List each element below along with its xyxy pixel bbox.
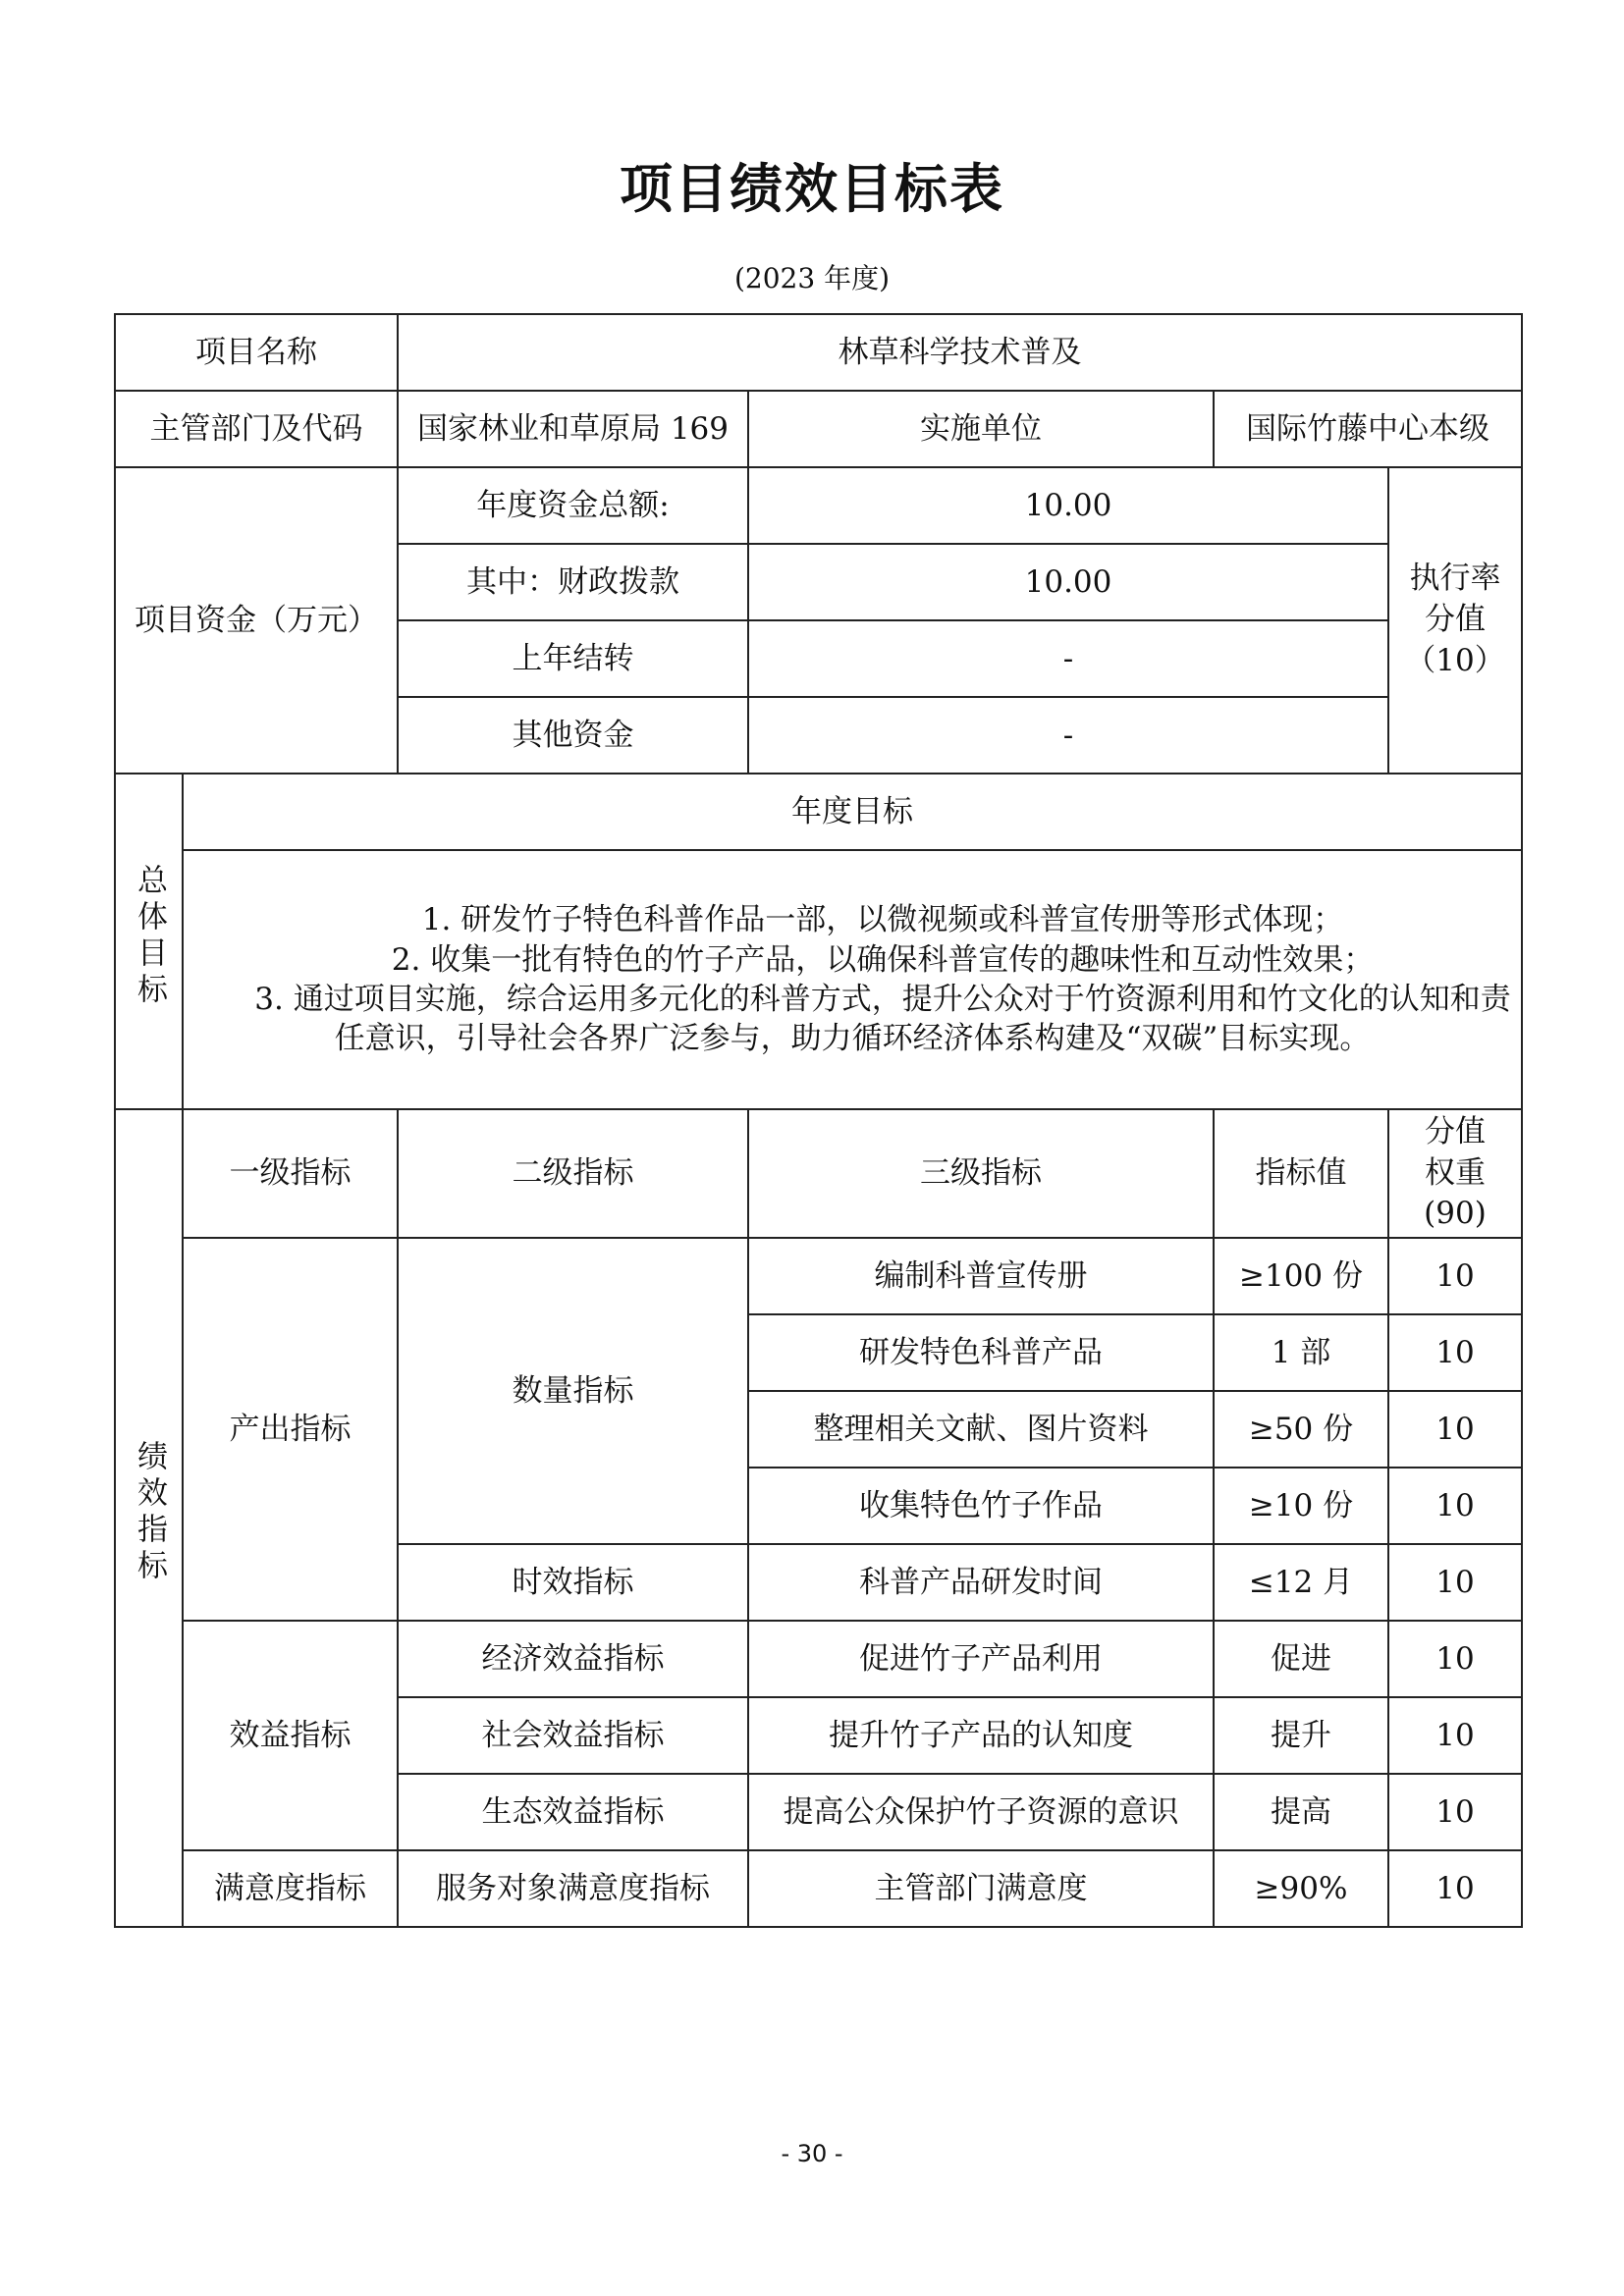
- funds-total-label: 年度资金总额:: [398, 467, 748, 544]
- indicator-value: ≥100 份: [1214, 1238, 1388, 1314]
- service-indicator-label: 服务对象满意度指标: [398, 1850, 748, 1927]
- funds-label: 项目资金（万元）: [115, 467, 398, 774]
- funds-fiscal-value: 10.00: [748, 544, 1388, 620]
- indicator-name: 编制科普宣传册: [748, 1238, 1214, 1314]
- page-title: 项目绩效目标表: [620, 158, 1004, 220]
- funds-carryover-label: 上年结转: [398, 620, 748, 697]
- dept-value: 国家林业和草原局 169: [398, 391, 748, 467]
- indicator-name: 收集特色竹子作品: [748, 1468, 1214, 1544]
- output-indicator-label: 产出指标: [183, 1238, 398, 1621]
- execution-score-value: （10）: [1405, 642, 1505, 678]
- social-indicator-label: 社会效益指标: [398, 1697, 748, 1774]
- execution-rate-label: 执行率: [1409, 561, 1501, 597]
- weight-header: [1388, 1109, 1522, 1238]
- indicator-value: 提升: [1214, 1697, 1388, 1774]
- funds-other-label: 其他资金: [398, 697, 748, 774]
- indicators-side-label: [115, 1109, 183, 1927]
- table-row: [115, 1238, 1522, 1314]
- weight-header-line: (90): [1424, 1196, 1487, 1232]
- goal-item: 2. 收集一批有特色的竹子产品，以确保科普宣传的趣味性和互动性效果；: [391, 941, 1375, 978]
- unit-value: 国际竹藤中心本级: [1214, 391, 1522, 467]
- indicator-score: 10: [1388, 1774, 1522, 1850]
- table-row: [115, 1621, 1522, 1697]
- table-row: [115, 314, 1522, 391]
- goal-item: 3. 通过项目实施，综合运用多元化的科普方式，提升公众对于竹资源利用和竹文化的认知和责任意识，引导社会各界广泛参与，助力循环经济体系构建及“双碳”目标实现。: [254, 982, 1511, 1057]
- indicator-score: 10: [1388, 1391, 1522, 1468]
- indicator-value: ≥50 份: [1214, 1391, 1388, 1468]
- indicator-value: ≥10 份: [1214, 1468, 1388, 1544]
- indicator-value: 1 部: [1214, 1314, 1388, 1391]
- level3-header: 三级指标: [748, 1109, 1214, 1238]
- indicator-score: 10: [1388, 1697, 1522, 1774]
- quantity-indicator-label: 数量指标: [398, 1238, 748, 1544]
- ecological-indicator-label: 生态效益指标: [398, 1774, 748, 1850]
- weight-header-line: 分值: [1425, 1113, 1486, 1149]
- funds-carryover-value: -: [748, 620, 1388, 697]
- indicator-name: 主管部门满意度: [748, 1850, 1214, 1927]
- table-row: [115, 467, 1522, 544]
- level1-header: 一级指标: [183, 1109, 398, 1238]
- year-subtitle: (2023 年度): [733, 262, 890, 294]
- project-name-value: 林草科学技术普及: [398, 314, 1522, 391]
- indicator-score: 10: [1388, 1544, 1522, 1621]
- indicator-value: 促进: [1214, 1621, 1388, 1697]
- page-number: - 30 -: [781, 2140, 843, 2167]
- performance-table: [114, 313, 1523, 1928]
- goal-item: 1. 研发竹子特色科普作品一部，以微视频或科普宣传册等形式体现；: [421, 902, 1344, 938]
- benefit-indicator-label: 效益指标: [183, 1621, 398, 1850]
- indicator-name: 科普产品研发时间: [748, 1544, 1214, 1621]
- funds-other-value: -: [748, 697, 1388, 774]
- table-row: [115, 1109, 1522, 1238]
- table-row: [115, 391, 1522, 467]
- weight-header-line: 权重: [1425, 1154, 1486, 1191]
- execution-score-label: 分值: [1425, 602, 1486, 638]
- indicator-name: 研发特色科普产品: [748, 1314, 1214, 1391]
- table-row: [115, 774, 1522, 850]
- satisfaction-indicator-label: 满意度指标: [183, 1850, 398, 1927]
- table-row: [115, 1850, 1522, 1927]
- economic-indicator-label: 经济效益指标: [398, 1621, 748, 1697]
- indicator-name: 促进竹子产品利用: [748, 1621, 1214, 1697]
- dept-label: 主管部门及代码: [115, 391, 398, 467]
- indicator-score: 10: [1388, 1468, 1522, 1544]
- indicator-score: 10: [1388, 1621, 1522, 1697]
- indicators-side-text: 绩效指标: [132, 1440, 167, 1586]
- indicator-value: ≥90%: [1214, 1850, 1388, 1927]
- indicator-score: 10: [1388, 1314, 1522, 1391]
- annual-goal-content: [183, 850, 1522, 1109]
- funds-total-value: 10.00: [748, 467, 1388, 544]
- value-header: 指标值: [1214, 1109, 1388, 1238]
- indicator-name: 提升竹子产品的认知度: [748, 1697, 1214, 1774]
- overall-goal-side-text: 总体目标: [132, 863, 167, 1009]
- indicator-value: 提高: [1214, 1774, 1388, 1850]
- indicator-score: 10: [1388, 1238, 1522, 1314]
- indicator-name: 提高公众保护竹子资源的意识: [748, 1774, 1214, 1850]
- indicator-value: ≤12 月: [1214, 1544, 1388, 1621]
- unit-label: 实施单位: [748, 391, 1214, 467]
- level2-header: 二级指标: [398, 1109, 748, 1238]
- execution-rate-cell: [1388, 467, 1522, 774]
- indicator-score: 10: [1388, 1850, 1522, 1927]
- timeliness-indicator-label: 时效指标: [398, 1544, 748, 1621]
- annual-goal-header: 年度目标: [183, 774, 1522, 850]
- funds-fiscal-label: 其中：财政拨款: [398, 544, 748, 620]
- project-name-label: 项目名称: [115, 314, 398, 391]
- indicator-name: 整理相关文献、图片资料: [748, 1391, 1214, 1468]
- overall-goal-side-label: [115, 774, 183, 1109]
- table-row: [115, 850, 1522, 1109]
